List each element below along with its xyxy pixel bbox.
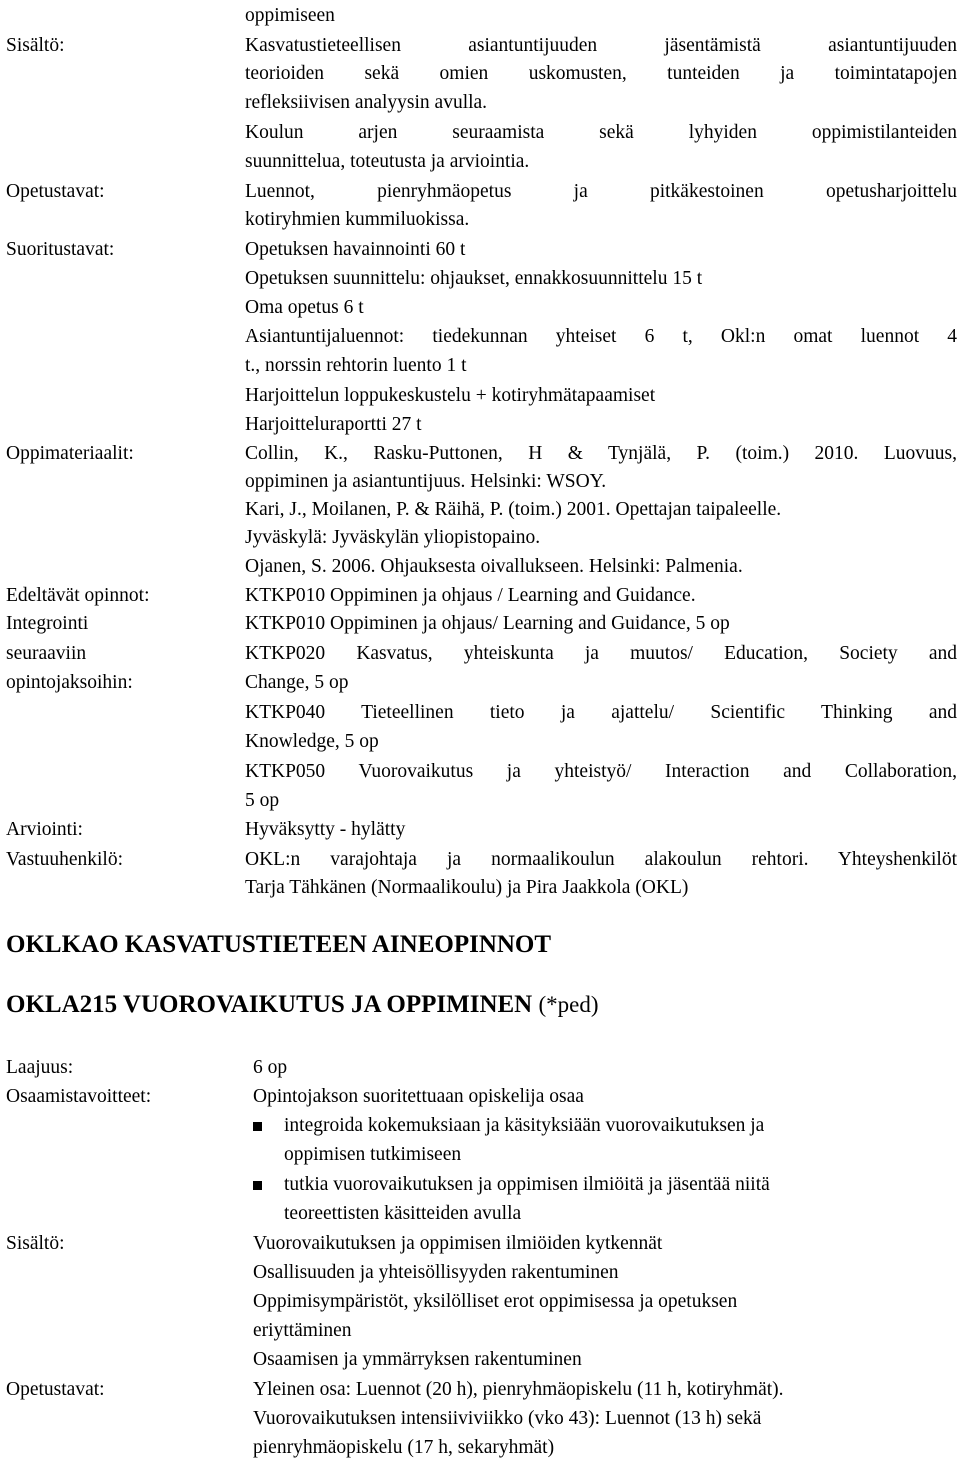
text-line: t., norssin rehtorin luento 1 t xyxy=(245,355,467,376)
text-line: oppimiseen xyxy=(245,5,335,26)
text-line: Asiantuntijaluennot: tiedekunnan yhteiset 6 t, Okl:n omat luennot 4 xyxy=(245,326,957,347)
text-line: kotiryhmien kummiluokissa. xyxy=(245,209,470,230)
label-oppimateriaalit: Oppimateriaalit: xyxy=(6,443,134,464)
text-line: Kasvatustieteellisen asiantuntijuuden jäsentämistä asiantuntijuuden xyxy=(245,35,957,56)
label-opetustavat-2: Opetustavat: xyxy=(6,1379,105,1400)
bullet-item: tutkia vuorovaikutuksen ja oppimisen ilmiöitä ja jäsentää niitä xyxy=(284,1174,770,1195)
label-arviointi: Arviointi: xyxy=(6,819,83,840)
text-line: Knowledge, 5 op xyxy=(245,731,379,752)
text-line: Koulun arjen seuraamista sekä lyhyiden oppimistilanteiden xyxy=(245,122,957,143)
text-line: teorioiden sekä omien uskomusten, tunteiden ja toimintatapojen xyxy=(245,63,957,84)
course-note: (*ped) xyxy=(538,992,599,1017)
text-line: Oma opetus 6 t xyxy=(245,297,364,318)
bullet-item: integroida kokemuksiaan ja käsityksiään vuorovaikutuksen ja xyxy=(284,1115,765,1136)
text-line: Opetuksen suunnittelu: ohjaukset, ennakkosuunnittelu 15 t xyxy=(245,268,703,289)
text-line: Collin, K., Rasku-Puttonen, H & Tynjälä, P. (toim.) 2010. Luovuus, xyxy=(245,443,957,464)
heading-course xyxy=(6,990,599,1020)
text-line: Opetuksen havainnointi 60 t xyxy=(245,239,466,260)
text-line: Jyväskylä: Jyväskylän yliopistopaino. xyxy=(245,527,541,548)
text-line: KTKP040 Tieteellinen tieto ja ajattelu/ Scientific Thinking and xyxy=(245,702,957,723)
heading-aineopinnot: OKLKAO KASVATUSTIETEEN AINEOPINNOT xyxy=(6,931,552,958)
label-integrointi-3: opintojaksoihin: xyxy=(6,672,133,693)
text-line: KTKP010 Oppiminen ja ohjaus / Learning and Guidance. xyxy=(245,585,696,606)
label-sisalto-2: Sisältö: xyxy=(6,1233,65,1254)
sisalto-line: Oppimisympäristöt, yksilölliset erot oppimisessa ja opetuksen xyxy=(253,1291,738,1312)
label-laajuus: Laajuus: xyxy=(6,1057,74,1078)
label-edeltavat-opinnot: Edeltävät opinnot: xyxy=(6,585,150,606)
text-line: Kari, J., Moilanen, P. & Räihä, P. (toim.) 2001. Opettajan taipaleelle. xyxy=(245,499,782,520)
text-line: Change, 5 op xyxy=(245,672,349,693)
course-code-title: OKLA215 VUOROVAIKUTUS JA OPPIMINEN xyxy=(6,991,533,1018)
label-sisalto: Sisältö: xyxy=(6,35,65,56)
text-line: 5 op xyxy=(245,790,280,811)
laajuus-value: 6 op xyxy=(253,1057,288,1078)
opetustavat-line: Vuorovaikutuksen intensiiviviikko (vko 43): Luennot (13 h) sekä xyxy=(253,1408,762,1429)
text-line: Harjoittelun loppukeskustelu + kotiryhmätapaamiset xyxy=(245,385,656,406)
bullet-square-icon xyxy=(253,1122,262,1131)
tavoitteet-intro: Opintojakson suoritettuaan opiskelija osaa xyxy=(253,1086,584,1107)
text-line: Luennot, pienryhmäopetus ja pitkäkestoinen opetusharjoittelu xyxy=(245,181,957,202)
text-line: Tarja Tähkänen (Normaalikoulu) ja Pira Jaakkola (OKL) xyxy=(245,877,689,898)
sisalto-line: Osaamisen ja ymmärryksen rakentuminen xyxy=(253,1349,582,1370)
bullet-item-cont: teoreettisten käsitteiden avulla xyxy=(284,1203,522,1224)
text-line: refleksiivisen analyysin avulla. xyxy=(245,92,488,113)
text-line: Ojanen, S. 2006. Ohjauksesta oivallukseen. Helsinki: Palmenia. xyxy=(245,556,743,577)
label-integrointi-2: seuraaviin xyxy=(6,643,87,664)
label-opetustavat: Opetustavat: xyxy=(6,181,105,202)
text-line: OKL:n varajohtaja ja normaalikoulun alakoulun rehtori. Yhteyshenkilöt xyxy=(245,849,957,870)
label-suoritustavat: Suoritustavat: xyxy=(6,239,115,260)
text-line: suunnittelua, toteutusta ja arviointia. xyxy=(245,151,530,172)
label-osaamistavoitteet: Osaamistavoitteet: xyxy=(6,1086,152,1107)
opetustavat-line: pienryhmäopiskelu (17 h, sekaryhmät) xyxy=(253,1437,555,1458)
opetustavat-line: Yleinen osa: Luennot (20 h), pienryhmäopiskelu (11 h, kotiryhmät). xyxy=(253,1379,784,1400)
sisalto-line: eriyttäminen xyxy=(253,1320,352,1341)
text-line: KTKP050 Vuorovaikutus ja yhteistyö/ Interaction and Collaboration, xyxy=(245,761,957,782)
text-line: Harjoitteluraportti 27 t xyxy=(245,414,422,435)
sisalto-line: Vuorovaikutuksen ja oppimisen ilmiöiden kytkennät xyxy=(253,1233,663,1254)
text-line: oppiminen ja asiantuntijuus. Helsinki: WSOY. xyxy=(245,471,607,492)
sisalto-line: Osallisuuden ja yhteisöllisyyden rakentuminen xyxy=(253,1262,619,1283)
bullet-square-icon xyxy=(253,1181,262,1190)
bullet-item-cont: oppimisen tutkimiseen xyxy=(284,1144,462,1165)
text-line: KTKP010 Oppiminen ja ohjaus/ Learning and Guidance, 5 op xyxy=(245,613,730,634)
text-line: Hyväksytty - hylätty xyxy=(245,819,406,840)
label-vastuuhenkilo: Vastuuhenkilö: xyxy=(6,849,123,870)
text-line: KTKP020 Kasvatus, yhteiskunta ja muutos/ Education, Society and xyxy=(245,643,957,664)
label-integrointi-1: Integrointi xyxy=(6,613,89,634)
